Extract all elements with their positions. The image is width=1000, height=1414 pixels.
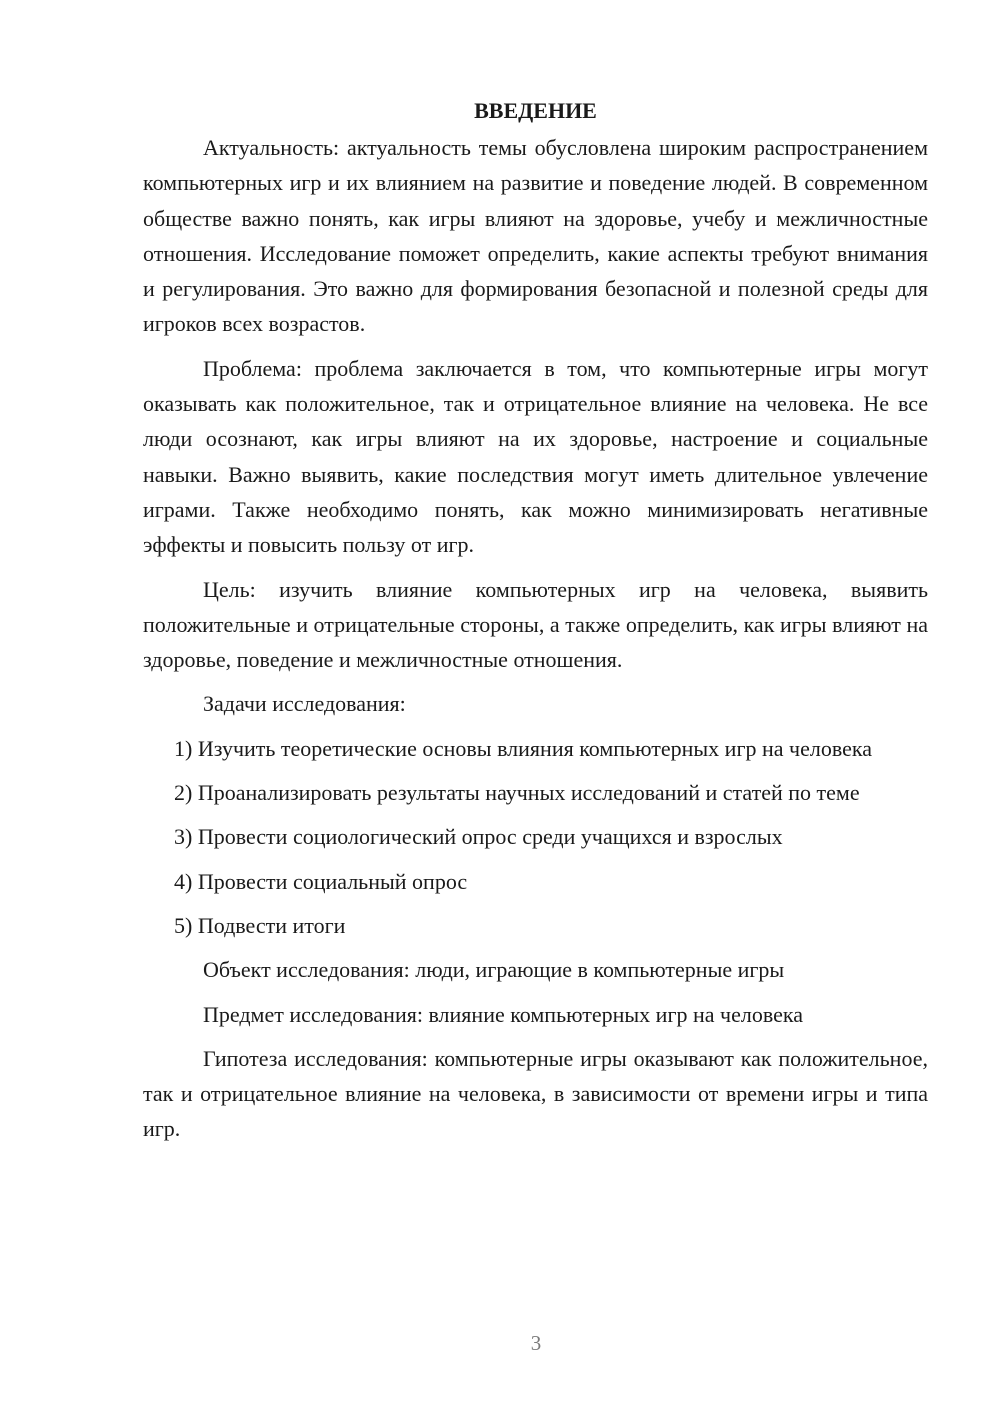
page-title: ВВЕДЕНИЕ bbox=[474, 98, 597, 123]
relevance-paragraph: Актуальность: актуальность темы обусловлена широким распространением компьютерных игр и их влиянием на развитие и поведение людей. В современном обществе важно понять, как игры влияют на здоровье, учебу и межличностные отношения. Исследование поможет определить, какие аспекты требуют внимания и регулирования. Это важно для формирования безопасной и полезной среды для игроков всех возрастов. bbox=[143, 135, 928, 337]
research-hypothesis: Гипотеза исследования: компьютерные игры оказывают как положительное, так и отрицательное влияние на человека, в зависимости от времени игры и типа игр. bbox=[143, 1045, 928, 1142]
task-item: 4) Провести социальный опрос bbox=[174, 868, 468, 894]
task-item: 2) Проанализировать результаты научных исследований и статей по теме bbox=[174, 780, 860, 806]
task-item: 1) Изучить теоретические основы влияния компьютерных игр на человека bbox=[174, 735, 872, 761]
goal-paragraph: Цель: изучить влияние компьютерных игр на человека, выявить положительные и отрицательные стороны, а также определить, как игры влияют на здоровье, поведение и межличностные отношения. bbox=[143, 576, 928, 673]
problem-paragraph: Проблема: проблема заключается в том, что компьютерные игры могут оказывать как положительное, так и отрицательное влияние на человека. Не все люди осознают, как игры влияют на их здоровье, настроение и социальные навыки. Важно выявить, какие последствия могут иметь длительное увлечение играми. Также необходимо понять, как можно минимизировать негативные эффекты и повысить пользу от игр. bbox=[143, 355, 928, 558]
research-subject: Предмет исследования: влияние компьютерных игр на человека bbox=[203, 1001, 803, 1027]
task-item: 3) Провести социологический опрос среди учащихся и взрослых bbox=[174, 824, 783, 850]
tasks-heading: Задачи исследования: bbox=[203, 691, 406, 717]
task-item: 5) Подвести итоги bbox=[174, 912, 346, 938]
research-object: Объект исследования: люди, играющие в компьютерные игры bbox=[203, 957, 785, 983]
page-number: 3 bbox=[530, 1331, 542, 1355]
document-page bbox=[143, 96, 928, 1156]
